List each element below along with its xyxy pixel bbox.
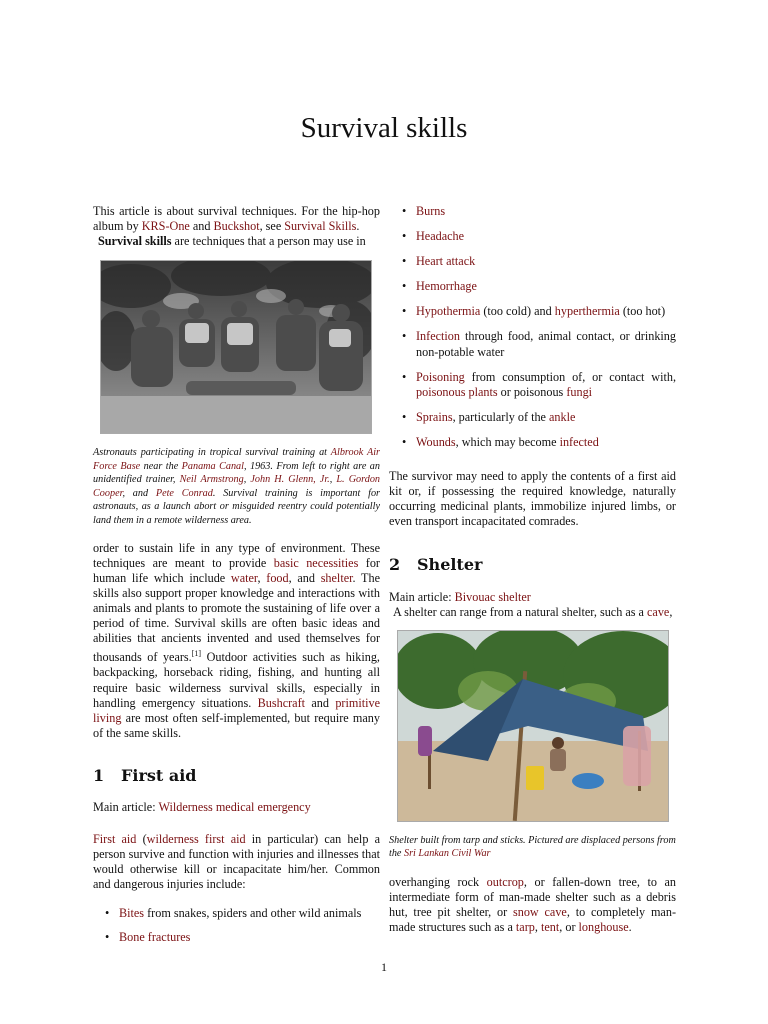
link-tarp[interactable]: tarp: [515, 920, 535, 935]
intro-line: Survival skills are techniques that a person may use in: [98, 234, 366, 248]
shelter-intro: A shelter can range from a natural shelter, such as a cave,: [393, 604, 673, 619]
list-item: • Poisoning from consumption of, or contact with, poisonous plants or poisonous fungi: [402, 370, 676, 400]
list-item: [105, 930, 380, 945]
section-heading-shelter: 2 Shelter: [389, 555, 483, 575]
link-survival-skills-album[interactable]: Survival Skills: [284, 219, 357, 233]
list-item: • Bites from snakes, spiders and other wild animals: [105, 906, 380, 921]
link-poisoning[interactable]: Poisoning: [416, 369, 465, 384]
link-hypothermia[interactable]: Hypothermia: [416, 304, 481, 319]
link-basic-necessities[interactable]: basic necessities: [273, 555, 359, 570]
list-item: • Sprains, particularly of the ankle: [402, 410, 676, 425]
link-sri-lankan-civil-war[interactable]: Sri Lankan Civil War: [404, 848, 491, 860]
reference-1[interactable]: [1]: [191, 649, 202, 659]
link-food[interactable]: food: [266, 570, 289, 585]
link-headache[interactable]: Headache: [416, 229, 465, 244]
link-pete-conrad[interactable]: Pete Conrad: [155, 487, 213, 499]
link-panama-canal[interactable]: Panama Canal: [181, 460, 244, 472]
astronauts-photo: [100, 260, 372, 434]
body-paragraph: order to sustain life in any type of environment. These techniques are meant to provide basic necessities for human life which include water, food, and shelter. The skills also support proper knowledge and interactions with animals and plants to promote the sustaining of life over a period of time. Survival skills are often basic ideas and abilities that ancients invented and used themselves for thousands of years.[1] Outdoor activities such as hiking, backpacking, horseback riding, fishing, and hunting all require basic wilderness survival skills, especially in handling emergency situations. Bushcraft and primitive living are most often self-implemented, but require many of the same skills.: [93, 540, 381, 740]
list-item: • Wounds, which may become infected: [402, 435, 676, 450]
page-number: 1: [381, 960, 387, 974]
link-bone-fractures[interactable]: Bone fractures: [119, 929, 191, 944]
link-wilderness-first-aid[interactable]: wilderness first aid: [146, 832, 246, 847]
link-water[interactable]: water: [230, 570, 258, 585]
link-primitive-living[interactable]: primitive living: [93, 695, 380, 725]
link-heart-attack[interactable]: Heart attack: [416, 254, 476, 269]
right-column: [389, 204, 676, 935]
main-article-note: Main article: Wilderness medical emergency: [93, 800, 311, 815]
page-title: Survival skills: [300, 112, 468, 144]
injury-list-left: [105, 906, 380, 945]
list-item: [402, 279, 676, 294]
link-cave[interactable]: cave: [647, 604, 670, 619]
link-sprains[interactable]: Sprains: [416, 409, 453, 424]
link-albrook[interactable]: Albrook Air Force Base: [93, 447, 381, 472]
shelter-photo: [397, 630, 669, 822]
link-gordon-cooper[interactable]: L. Gordon Cooper: [93, 474, 381, 499]
list-item: [402, 204, 676, 219]
link-infection[interactable]: Infection: [416, 329, 460, 344]
link-neil-armstrong[interactable]: Neil Armstrong: [179, 474, 244, 486]
link-ankle[interactable]: ankle: [549, 409, 576, 424]
link-longhouse[interactable]: longhouse: [578, 920, 629, 935]
link-krs-one[interactable]: KRS-One: [141, 219, 190, 233]
first-aid-kit-paragraph: The survivor may need to apply the contents of a first aid kit or, if possessing the required knowledge, naturally occurring medicinal plants, immobilize injured limbs, or even transport incapacitated comrades.: [389, 469, 676, 529]
link-wilderness-medical-emergency[interactable]: Wilderness medical emergency: [158, 800, 311, 815]
hatnote: This article is about survival techniques. For the hip-hop album by KRS-One and Buckshot, see Survival Skills.: [93, 204, 380, 233]
first-aid-paragraph: First aid (wilderness first aid in particular) can help a person survive and function with injuries and illnesses that would otherwise kill or incapacitate him/her. Common and dangerous injuries include:: [93, 832, 380, 892]
link-john-glenn[interactable]: John H. Glenn, Jr.: [250, 474, 330, 486]
link-tent[interactable]: tent: [540, 920, 560, 935]
link-buckshot[interactable]: Buckshot: [213, 219, 260, 233]
link-bivouac-shelter[interactable]: Bivouac shelter: [454, 589, 531, 604]
injury-list-right: [402, 204, 676, 450]
link-poisonous-plants[interactable]: poisonous plants: [416, 384, 498, 399]
link-infected[interactable]: infected: [559, 434, 599, 449]
link-outcrop[interactable]: outcrop: [486, 874, 524, 889]
section-heading-first-aid: 1 First aid: [93, 765, 197, 785]
link-snow-cave[interactable]: snow cave: [512, 905, 567, 920]
main-article-note-shelter: Main article: Bivouac shelter: [389, 589, 531, 604]
link-first-aid[interactable]: First aid: [93, 832, 137, 847]
shelter-paragraph: overhanging rock outcrop, or fallen-down tree, to an intermediate form of man-made shelter such as a debris hut, tree pit shelter, or snow cave, to completely man-made structures such as a tarp, tent, or longhouse.: [389, 874, 676, 935]
shelter-photo-caption: Shelter built from tarp and sticks. Pictured are displaced persons from the Sri Lankan Civil War: [389, 834, 676, 860]
photo-caption: Astronauts participating in tropical survival training at Albrook Air Force Base near the Panama Canal, 1963. From left to right are an unidentified trainer, Neil Armstrong, John H. Glenn, Jr., L. Gordon Cooper, and Pete Conrad. Survival training is important for astronauts, as a launch abort or misguided reentry could potentially land them in a remote wilderness area.: [93, 447, 381, 527]
link-fungi[interactable]: fungi: [566, 384, 593, 399]
link-burns[interactable]: Burns: [416, 204, 446, 218]
list-item: [402, 254, 676, 269]
link-shelter[interactable]: shelter: [320, 570, 353, 585]
link-wounds[interactable]: Wounds: [416, 434, 456, 449]
left-column: [93, 204, 380, 945]
list-item: [402, 229, 676, 244]
link-hyperthermia[interactable]: hyperthermia: [554, 304, 620, 319]
link-hemorrhage[interactable]: Hemorrhage: [416, 279, 477, 294]
list-item: • Hypothermia (too cold) and hyperthermia (too hot): [402, 304, 676, 319]
link-bites[interactable]: Bites: [119, 905, 145, 920]
list-item: • Infection through food, animal contact, or drinking non-potable water: [402, 329, 676, 359]
link-bushcraft[interactable]: Bushcraft: [257, 695, 306, 710]
